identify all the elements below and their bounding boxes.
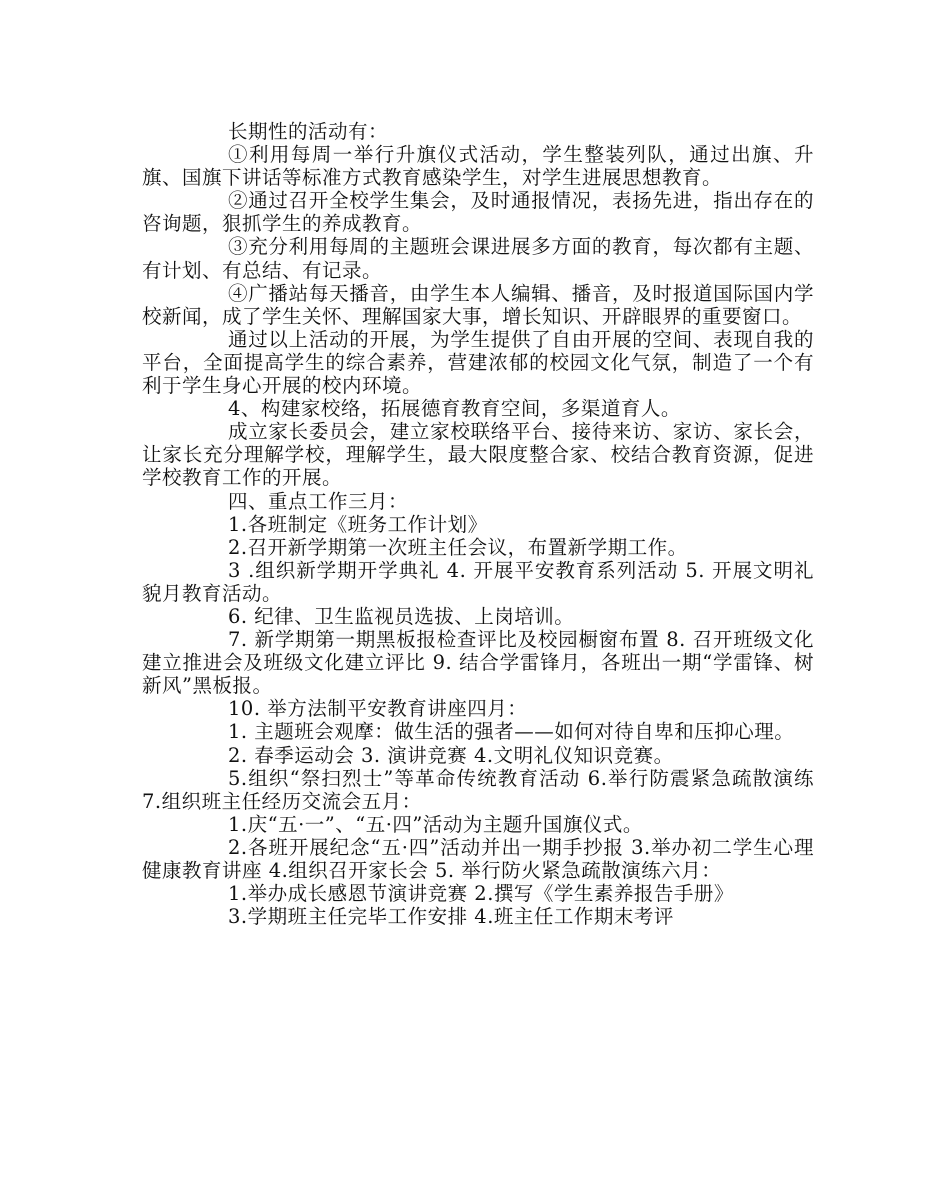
paragraph-april-5-may: 5.组织“祭扫烈士”等革命传统教育活动 6.举行防震紧急疏散演练 7.组织班主任经历交流会五月： [142,766,814,813]
paragraph-section-4: 4、构建家校络，拓展德育教育空间，多渠道育人。 [228,397,681,421]
paragraph-key-work-march: 四、重点工作三月： [228,489,409,513]
paragraph-march-3-5: 3 .组织新学期开学典礼 4. 开展平安教育系列活动 5. 开展文明礼貌月教育活动。 [142,558,814,605]
paragraph-march-7-9: 7. 新学期第一期黑板报检查评比及校园橱窗布置 8. 召开班级文化建立推进会及班级文化建立评比 9. 结合学雷锋月，各班出一期“学雷锋、树新风”黑板报。 [142,628,814,698]
paragraph-item-4: ④广播站每天播音，由学生本人编辑、播音，及时报道国际国内学校新闻，成了学生关怀、理解国家大事，增长知识、开辟眼界的重要窗口。 [142,281,814,328]
paragraph-may-1: 1.庆“五·一”、“五·四”活动为主题升国旗仪式。 [228,812,643,836]
paragraph-item-3: ③充分利用每周的主题班会课进展多方面的教育，每次都有主题、有计划、有总结、有记录。 [142,235,814,282]
document-body [142,120,814,928]
paragraph-may-2-june: 2.各班开展纪念“五·四”活动并出一期手抄报 3.举办初二学生心理健康教育讲座 4.组织召开家长会 5. 举行防火紧急疏散演练六月： [142,835,814,882]
paragraph-item-1: ①利用每周一举行升旗仪式活动，学生整装列队，通过出旗、升旗、国旗下讲话等标准方式教育感染学生，对学生进展思想教育。 [142,143,814,190]
paragraph-march-1: 1.各班制定《班务工作计划》 [228,512,488,536]
paragraph-march-10-april: 10. 举方法制平安教育讲座四月： [228,697,528,721]
paragraph-june-3-4: 3.学期班主任完毕工作安排 4.班主任工作期末考评 [228,905,674,929]
paragraph-april-1: 1. 主题班会观摩：做生活的强者——如何对待自卑和压抑心理。 [228,720,795,744]
paragraph-item-2: ②通过召开全校学生集会，及时通报情况，表扬先进，指出存在的咨询题，狠抓学生的养成教育。 [142,189,814,236]
paragraph-march-6: 6. 纪律、卫生监视员选拔、上岗培训。 [228,604,575,628]
paragraph-april-2-4: 2. 春季运动会 3. 演讲竞赛 4.文明礼仪知识竞赛。 [228,743,674,767]
paragraph-intro: 长期性的活动有： [228,120,389,143]
paragraph-parents-committee: 成立家长委员会，建立家校联络平台、接待来访、家访、家长会，让家长充分理解学校，理解学生，最大限度整合家、校结合教育资源，促进学校教育工作的开展。 [142,420,814,490]
paragraph-summary: 通过以上活动的开展，为学生提供了自由开展的空间、表现自我的平台，全面提高学生的综合素养，营建浓郁的校园文化气氛，制造了一个有利于学生身心开展的校内环境。 [142,327,814,398]
paragraph-june-1-2: 1.举办成长感恩节演讲竞赛 2.撰写《学生素养报告手册》 [228,882,734,906]
paragraph-march-2: 2.召开新学期第一次班主任会议，布置新学期工作。 [228,535,688,559]
